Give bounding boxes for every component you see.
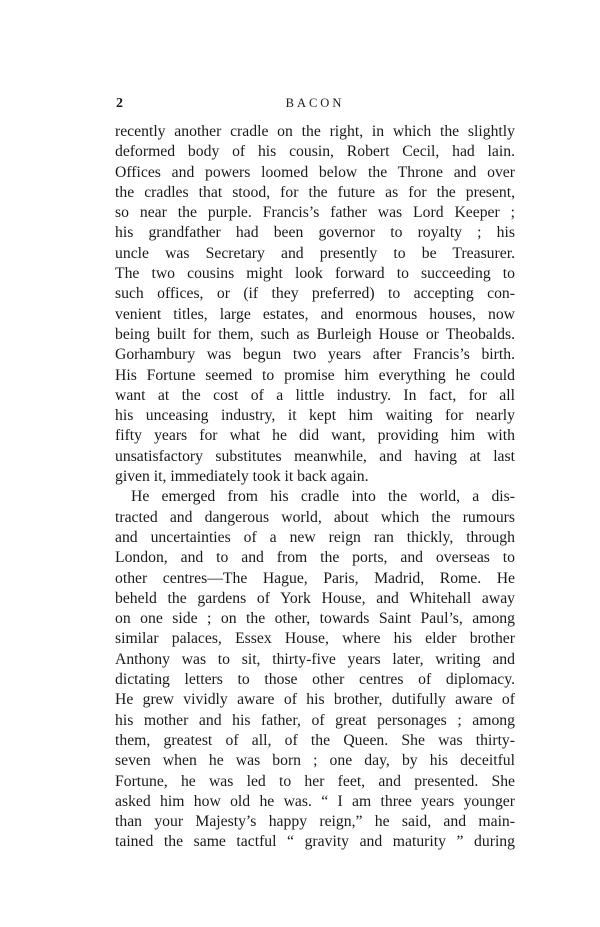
text-line: recently another cradle on the right, in which the slightly: [115, 123, 515, 140]
text-line: such offices, or (if they preferred) to accepting con-: [115, 285, 515, 303]
text-line: want at the cost of a little industry. In fact, for all: [115, 386, 515, 404]
text-line: Fortune, he was led to her feet, and presented. She: [115, 772, 515, 790]
text-line: his grandfather had been governor to royalty ; his: [115, 224, 515, 242]
text-line: fifty years for what he did want, providing him with: [115, 427, 515, 445]
text-line: asked him how old he was. “ I am three years younger: [115, 792, 515, 810]
text-line: his unceasing industry, it kept him waiting for nearly: [115, 407, 515, 425]
text-line: The two cousins might look forward to succeeding to: [115, 265, 515, 283]
text-line: uncle was Secretary and presently to be Treasurer.: [115, 244, 515, 262]
text-line: seven when he was born ; one day, by his deceitful: [115, 752, 515, 770]
text-line: tracted and dangerous world, about which the rumours: [115, 508, 515, 526]
text-line: He emerged from his cradle into the world, a dis-: [131, 488, 515, 506]
text-line: than your Majesty’s happy reign,” he said, and main-: [115, 813, 515, 831]
text-line: beheld the gardens of York House, and Whitehall away: [115, 589, 515, 607]
text-line: His Fortune seemed to promise him everything he could: [115, 366, 515, 384]
paragraph: [115, 122, 515, 487]
text-line: given it, immediately took it back again.: [115, 468, 369, 486]
running-title: BACON: [285, 96, 345, 110]
text-line: being built for them, such as Burleigh House or Theobalds.: [115, 325, 515, 343]
text-line: his mother and his father, of great personages ; among: [115, 711, 515, 729]
text-line: other centres—The Hague, Paris, Madrid, Rome. He: [115, 569, 515, 587]
text-line: London, and to and from the ports, and overseas to: [115, 549, 515, 567]
text-line: similar palaces, Essex House, where his elder brother: [115, 630, 515, 648]
text-line: deformed body of his cousin, Robert Cecil, had lain.: [115, 143, 515, 161]
text-line: Anthony was to sit, thirty-five years later, writing and: [115, 650, 515, 668]
text-line: Offices and powers loomed below the Throne and over: [115, 163, 515, 181]
text-line: unsatisfactory substitutes meanwhile, and having at last: [115, 447, 515, 465]
text-line: and uncertainties of a new reign ran thickly, through: [115, 528, 515, 546]
text-line: dictating letters to those other centres of diplomacy.: [115, 671, 515, 689]
text-line: the cradles that stood, for the future as for the present,: [115, 183, 515, 201]
text-line: so near the purple. Francis’s father was Lord Keeper ;: [115, 204, 515, 222]
page-number: 2: [116, 96, 123, 111]
text-line: Gorhambury was begun two years after Francis’s birth.: [115, 346, 515, 364]
text-line: them, greatest of all, of the Queen. She was thirty-: [115, 731, 515, 749]
text-line: on one side ; on the other, towards Saint Paul’s, among: [115, 610, 515, 628]
running-head: [116, 96, 514, 116]
body-text: [115, 122, 515, 853]
text-line: venient titles, large estates, and enormous houses, now: [115, 305, 515, 323]
text-line: He grew vividly aware of his brother, dutifully aware of: [115, 691, 515, 709]
paragraph: [115, 487, 515, 852]
text-line: tained the same tactful “ gravity and maturity ” during: [115, 833, 515, 851]
